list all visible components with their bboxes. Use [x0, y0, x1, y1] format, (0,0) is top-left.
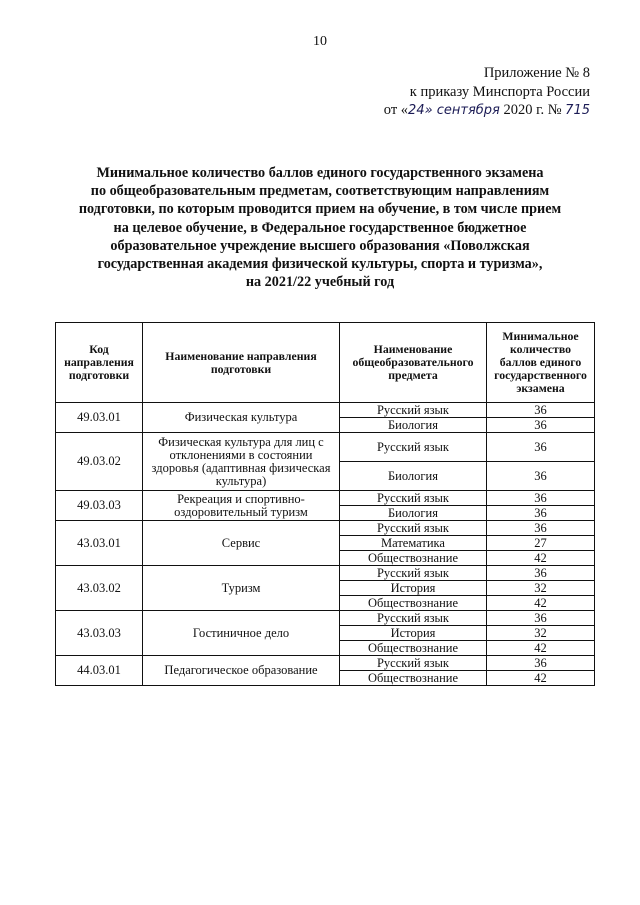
- program-name: Рекреация и спортивно-оздоровительный туризм: [143, 491, 340, 521]
- min-scores-table: [55, 322, 595, 686]
- program-name: Туризм: [143, 566, 340, 611]
- subject: Обществознание: [340, 551, 487, 566]
- min-score: 27: [487, 536, 595, 551]
- title-line: Минимальное количество баллов единого государственного экзамена: [96, 165, 544, 181]
- subject: Обществознание: [340, 641, 487, 656]
- min-score: 32: [487, 626, 595, 641]
- appendix-header: [330, 64, 590, 121]
- min-score: 42: [487, 596, 595, 611]
- table-row: [56, 656, 595, 671]
- min-score: 36: [487, 462, 595, 491]
- order-number: 715: [565, 103, 590, 118]
- min-score: 36: [487, 521, 595, 536]
- subject: История: [340, 581, 487, 596]
- program-code: 43.03.02: [56, 566, 143, 611]
- subject: История: [340, 626, 487, 641]
- min-score: 42: [487, 551, 595, 566]
- subject: Русский язык: [340, 403, 487, 418]
- appendix-number: Приложение № 8: [483, 65, 590, 81]
- min-score: 36: [487, 566, 595, 581]
- table-row: [56, 521, 595, 536]
- date-year: 2020 г. №: [499, 102, 566, 118]
- program-name: Физическая культура для лиц с отклонениями в состоянии здоровья (адаптивная физическая культура): [143, 433, 340, 491]
- title-line: подготовки, по которым проводится прием на обучение, в том числе прием: [78, 201, 562, 218]
- table-row: [56, 491, 595, 506]
- min-score: 36: [487, 418, 595, 433]
- subject: Обществознание: [340, 596, 487, 611]
- title-line: на целевое обучение, в Федеральное государственное бюджетное: [113, 219, 527, 236]
- subject: Биология: [340, 506, 487, 521]
- program-name: Педагогическое образование: [143, 656, 340, 686]
- subject: Математика: [340, 536, 487, 551]
- table-row: [56, 433, 595, 462]
- header-min-score: Минимальное количество баллов единого государственного экзамена: [487, 323, 595, 403]
- page-number: 10: [313, 34, 327, 49]
- program-name: Гостиничное дело: [143, 611, 340, 656]
- min-score: 32: [487, 581, 595, 596]
- header-subject: Наименование общеобразовательного предмета: [340, 323, 487, 403]
- program-name: Сервис: [143, 521, 340, 566]
- subject: Русский язык: [340, 656, 487, 671]
- header-program: Наименование направления подготовки: [143, 323, 340, 403]
- program-name: Физическая культура: [143, 403, 340, 433]
- date-month: » сентября: [424, 103, 500, 118]
- min-score: 36: [487, 403, 595, 418]
- subject: Русский язык: [340, 491, 487, 506]
- program-code: 43.03.03: [56, 611, 143, 656]
- title-line: государственная академия физической культуры, спорта и туризма»,: [97, 256, 543, 273]
- subject: Биология: [340, 462, 487, 491]
- subject: Русский язык: [340, 611, 487, 626]
- program-code: 49.03.03: [56, 491, 143, 521]
- appendix-order-reference: к приказу Минспорта России: [409, 83, 590, 100]
- appendix-order-date: [330, 101, 590, 121]
- min-score: 36: [487, 611, 595, 626]
- subject: Русский язык: [340, 566, 487, 581]
- min-score: 42: [487, 671, 595, 686]
- min-score: 36: [487, 506, 595, 521]
- title-line: образовательное учреждение высшего образования «Поволжская: [110, 237, 530, 254]
- program-code: 43.03.01: [56, 521, 143, 566]
- table-header-row: [56, 323, 595, 403]
- subject: Обществознание: [340, 671, 487, 686]
- min-score: 36: [487, 491, 595, 506]
- table-row: [56, 566, 595, 581]
- min-score: 42: [487, 641, 595, 656]
- date-prefix: от «: [383, 102, 409, 118]
- title-line: на 2021/22 учебный год: [245, 274, 395, 291]
- table-row: [56, 403, 595, 418]
- header-code: Код направления подготовки: [56, 323, 143, 403]
- subject: Биология: [340, 418, 487, 433]
- min-score: 36: [487, 656, 595, 671]
- subject: Русский язык: [340, 521, 487, 536]
- subject: Русский язык: [340, 433, 487, 462]
- min-score: 36: [487, 433, 595, 462]
- document-title: [70, 164, 570, 291]
- title-line: по общеобразовательным предметам, соответствующим направлениям: [90, 183, 550, 200]
- program-code: 49.03.02: [56, 433, 143, 491]
- date-day: 24: [408, 103, 425, 118]
- table-row: [56, 611, 595, 626]
- program-code: 44.03.01: [56, 656, 143, 686]
- program-code: 49.03.01: [56, 403, 143, 433]
